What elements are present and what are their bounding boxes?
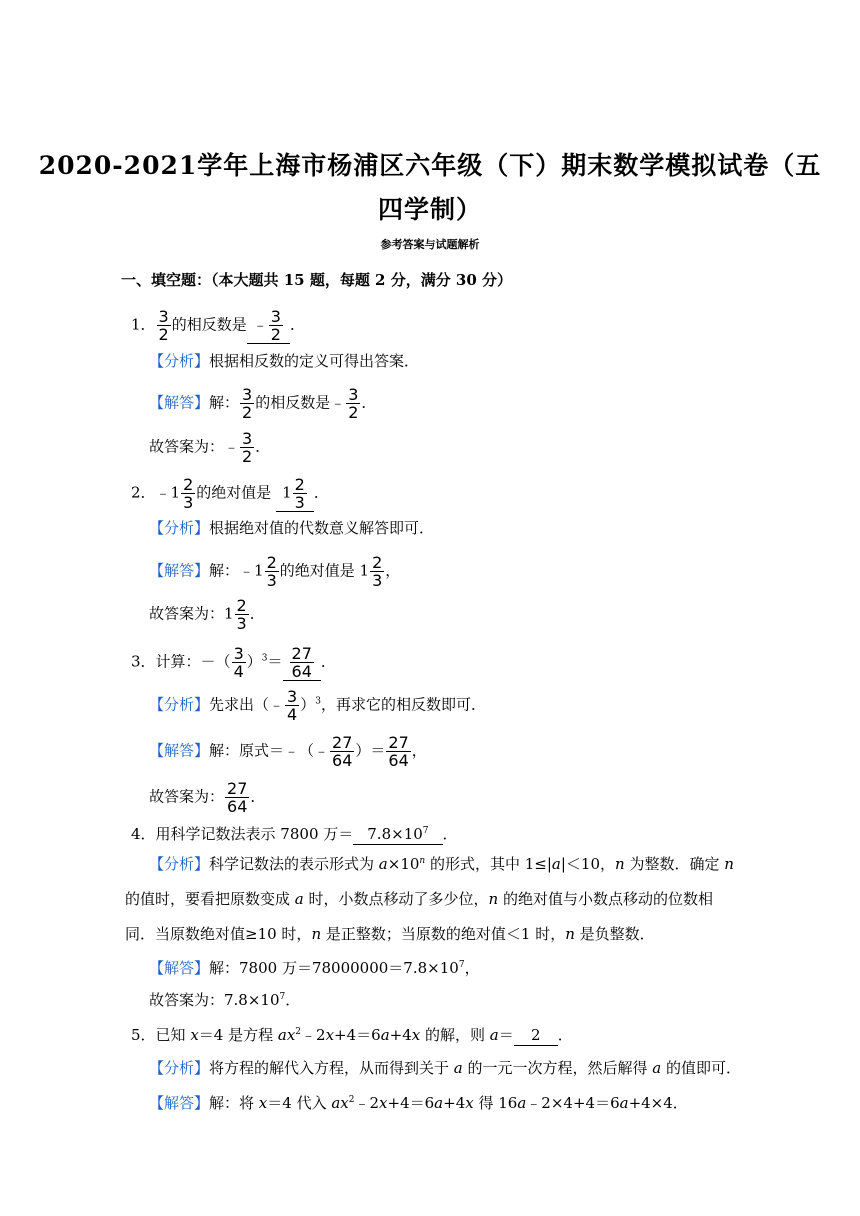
- solution-text: 的相反数是﹣: [255, 393, 346, 412]
- answer-blank: [247, 308, 290, 344]
- final-answer-text: 故答案为：7.8×10: [149, 991, 280, 1009]
- analysis-tag: 【分析】: [149, 695, 210, 714]
- variable: x: [325, 1026, 335, 1044]
- solution-text: 解：: [209, 393, 240, 412]
- fraction: [225, 780, 249, 815]
- fraction: [370, 554, 384, 589]
- fraction: [265, 554, 279, 589]
- solution-text: ）＝: [355, 741, 386, 760]
- q3-final-answer: [149, 780, 265, 815]
- denominator: 3: [183, 493, 194, 512]
- variable: a: [434, 1094, 444, 1112]
- numerator: 27: [388, 733, 409, 752]
- answer-text: 7.8×10: [367, 825, 423, 843]
- answer-sign: ﹣: [252, 315, 268, 334]
- expression-part: －（: [200, 652, 231, 671]
- question-1: [131, 308, 305, 344]
- analysis-tag: 【分析】: [149, 855, 210, 873]
- analysis-text: 的绝对值与小数点移动的位数相: [498, 890, 713, 908]
- question-text: ＝: [498, 1026, 514, 1044]
- denominator: 4: [287, 705, 298, 724]
- variable: x: [465, 1094, 474, 1112]
- question-2: [131, 476, 329, 512]
- punctuation: ．: [249, 604, 265, 623]
- analysis-text: 同．当原数绝对值≥10 时，: [125, 925, 312, 943]
- analysis-text: 科学记数法的表示形式为: [209, 855, 379, 873]
- question-number: 3．计算：: [131, 652, 201, 671]
- denominator: 2: [270, 325, 281, 344]
- analysis-text: 为整数．确定: [624, 855, 725, 873]
- numerator: 3: [287, 687, 298, 706]
- exponent: 7: [458, 960, 465, 970]
- analysis-text: 是正整数；当原数的绝对值＜1 时，: [321, 925, 566, 943]
- q4-analysis: [125, 847, 739, 952]
- fraction: [285, 688, 299, 723]
- analysis-text: ）: [300, 695, 316, 714]
- numerator: 3: [242, 385, 253, 404]
- question-number: 2．: [131, 483, 156, 502]
- question-text: ＝4 是方程: [198, 1026, 278, 1044]
- answer-blank: 2: [514, 1025, 558, 1046]
- exponent: 2: [295, 1027, 302, 1037]
- fraction: [346, 386, 360, 421]
- solution-text: +4×4．: [628, 1094, 688, 1112]
- q1-final-answer: [149, 430, 270, 465]
- variable: a: [619, 1094, 629, 1112]
- fraction: [240, 386, 254, 421]
- equals-sign: ＝: [267, 652, 283, 671]
- variable: x: [258, 1094, 268, 1112]
- solution-tag: 【解答】: [149, 393, 210, 412]
- solution-tag: 【解答】: [149, 741, 210, 760]
- variable: n: [488, 890, 499, 908]
- numerator: 2: [236, 596, 247, 615]
- document-subtitle: 参考答案与试题解析: [380, 238, 480, 251]
- variable: ax: [277, 1026, 296, 1044]
- variable: a: [378, 855, 388, 873]
- question-text: ﹣2: [301, 1026, 326, 1044]
- q3-solution: [149, 734, 427, 769]
- punctuation: ．: [320, 652, 336, 671]
- question-text: 4．用科学记数法表示 7800 万＝: [131, 825, 354, 843]
- solution-text: ﹣2: [354, 1094, 380, 1112]
- numerator: 3: [348, 385, 359, 404]
- denominator: 2: [242, 447, 253, 466]
- solution-text: +4: [443, 1094, 466, 1112]
- analysis-text: 的一元一次方程，然后解得: [462, 1059, 653, 1077]
- exponent: n: [419, 856, 426, 866]
- denominator: 3: [372, 571, 383, 590]
- solution-text: 得 16: [473, 1094, 518, 1112]
- question-text: +4: [389, 1026, 412, 1044]
- numerator: 27: [291, 644, 312, 663]
- analysis-text: 先求出（﹣: [209, 695, 285, 714]
- final-answer-text: 故答案为：﹣: [149, 437, 240, 456]
- analysis-text: |＜10，: [560, 855, 616, 873]
- analysis-text: ，再求它的相反数即可．: [320, 695, 486, 714]
- solution-tag: 【解答】: [149, 1094, 210, 1112]
- q5-solution: [149, 1093, 688, 1113]
- analysis-text: 根据相反数的定义可得出答案．: [209, 352, 420, 370]
- analysis-text: 根据绝对值的代数意义解答即可．: [209, 519, 435, 537]
- numerator: 3: [233, 644, 244, 663]
- question-text: +4＝6: [334, 1026, 381, 1044]
- solution-text: 解：7800 万＝78000000＝7.8×10: [209, 959, 459, 977]
- answer-fraction: [290, 645, 314, 680]
- exponent: 3: [261, 653, 268, 664]
- answer-blank: [276, 476, 314, 512]
- mixed-number-int: ﹣1: [155, 483, 181, 502]
- fraction: [157, 308, 171, 343]
- variable: a: [489, 1026, 499, 1044]
- q3-analysis: [149, 688, 486, 723]
- denominator: 64: [291, 662, 312, 681]
- denominator: 64: [388, 751, 409, 770]
- q1-solution: [149, 386, 376, 421]
- analysis-text: 时，小数点移动了多少位，: [303, 890, 489, 908]
- numerator: 3: [242, 429, 253, 448]
- numerator: 27: [227, 779, 248, 798]
- solution-text: ﹣2×4+4＝6: [526, 1094, 620, 1112]
- question-text: 5．已知: [131, 1026, 191, 1044]
- q2-analysis: [149, 518, 434, 538]
- numerator: 3: [270, 307, 281, 326]
- punctuation: ．: [289, 315, 305, 334]
- analysis-line: [149, 847, 739, 882]
- final-answer-text: 故答案为：: [149, 787, 225, 806]
- question-4: [131, 824, 458, 845]
- variable: x: [379, 1094, 388, 1112]
- question-5: [131, 1025, 573, 1046]
- variable: a: [380, 1026, 390, 1044]
- variable: x: [411, 1026, 421, 1044]
- numerator: 2: [266, 553, 277, 572]
- solution-text: 解：将: [209, 1094, 259, 1112]
- analysis-line: [0, 917, 715, 952]
- numerator: 27: [332, 733, 353, 752]
- solution-text: 的绝对值是 1: [279, 561, 370, 580]
- solution-text: 解：﹣1: [209, 561, 264, 580]
- question-number: 1．: [131, 315, 156, 334]
- solution-text: ＝4 代入: [267, 1094, 332, 1112]
- exponent: 3: [315, 696, 321, 707]
- question-text: 的解，则: [420, 1026, 490, 1044]
- variable: n: [724, 855, 734, 873]
- punctuation: ．: [285, 991, 301, 1009]
- variable: n: [615, 855, 625, 873]
- analysis-text: 是负整数．: [574, 925, 655, 943]
- numerator: 3: [158, 307, 169, 326]
- question-text: 的相反数是: [171, 315, 247, 334]
- fraction: [240, 430, 254, 465]
- punctuation: ，: [385, 561, 401, 580]
- punctuation: ．: [442, 825, 458, 843]
- analysis-tag: 【分析】: [149, 352, 210, 370]
- denominator: 2: [158, 325, 169, 344]
- document-title-line2: 四学制）: [377, 195, 482, 224]
- denominator: 3: [236, 614, 247, 633]
- fraction: [232, 645, 246, 680]
- punctuation: ．: [361, 393, 377, 412]
- answer-blank: [353, 824, 442, 845]
- fraction: [181, 476, 195, 511]
- answer-int: 1: [282, 483, 292, 502]
- punctuation: ．: [313, 483, 329, 502]
- q5-analysis: [149, 1058, 741, 1078]
- numerator: 2: [372, 553, 383, 572]
- section-heading: 一、填空题：（本大题共 15 题，每题 2 分，满分 30 分）: [121, 271, 513, 289]
- solution-tag: 【解答】: [149, 959, 210, 977]
- punctuation: ，: [464, 959, 480, 977]
- q1-analysis: [149, 351, 419, 371]
- q2-solution: [149, 554, 400, 589]
- punctuation: ．: [557, 1026, 573, 1044]
- denominator: 3: [266, 571, 277, 590]
- solution-text: 解：原式＝﹣（﹣: [209, 741, 330, 760]
- question-text: 的绝对值是: [196, 483, 272, 502]
- denominator: 3: [294, 493, 305, 512]
- analysis-line: [0, 882, 715, 917]
- q2-final-answer: [149, 597, 265, 632]
- punctuation: ．: [250, 787, 266, 806]
- variable: n: [311, 925, 322, 943]
- answer-fraction: [293, 476, 307, 511]
- answer-fraction: [269, 308, 283, 343]
- denominator: 4: [233, 662, 244, 681]
- denominator: 64: [227, 797, 248, 816]
- document-title-line1: 2020-2021学年上海市杨浦区六年级（下）期末数学模拟试卷（五: [38, 151, 822, 180]
- fraction: [330, 734, 354, 769]
- denominator: 64: [332, 751, 353, 770]
- analysis-text: 的形式，其中 1≤|: [425, 855, 552, 873]
- variable: ax: [331, 1094, 349, 1112]
- exponent: 2: [348, 1095, 355, 1105]
- variable: a: [453, 1059, 463, 1077]
- expression-part: ）: [246, 652, 262, 671]
- q4-final-answer: [149, 990, 300, 1010]
- punctuation: ，: [411, 741, 427, 760]
- fraction: [386, 734, 410, 769]
- analysis-text: ×10: [387, 855, 420, 873]
- analysis-text: 的值时，要看把原数变成: [125, 890, 295, 908]
- q4-solution: [149, 958, 480, 978]
- exponent: 7: [422, 826, 429, 836]
- numerator: 2: [294, 475, 305, 494]
- solution-text: +4＝6: [387, 1094, 435, 1112]
- answer-blank: [283, 645, 321, 681]
- solution-tag: 【解答】: [149, 561, 210, 580]
- denominator: 2: [348, 403, 359, 422]
- exponent: 7: [279, 992, 286, 1002]
- analysis-text: 将方程的解代入方程，从而得到关于: [209, 1059, 454, 1077]
- denominator: 2: [242, 403, 253, 422]
- variable: a: [652, 1059, 662, 1077]
- punctuation: ．: [255, 437, 271, 456]
- final-answer-text: 故答案为：1: [149, 604, 234, 623]
- variable: a: [517, 1094, 527, 1112]
- analysis-tag: 【分析】: [149, 519, 210, 537]
- numerator: 2: [183, 475, 194, 494]
- variable: a: [551, 855, 561, 873]
- analysis-tag: 【分析】: [149, 1059, 210, 1077]
- question-3: [131, 645, 336, 681]
- variable: a: [294, 890, 304, 908]
- fraction: [235, 597, 249, 632]
- analysis-text: 的值即可．: [661, 1059, 742, 1077]
- variable: n: [565, 925, 575, 943]
- variable: x: [190, 1026, 199, 1044]
